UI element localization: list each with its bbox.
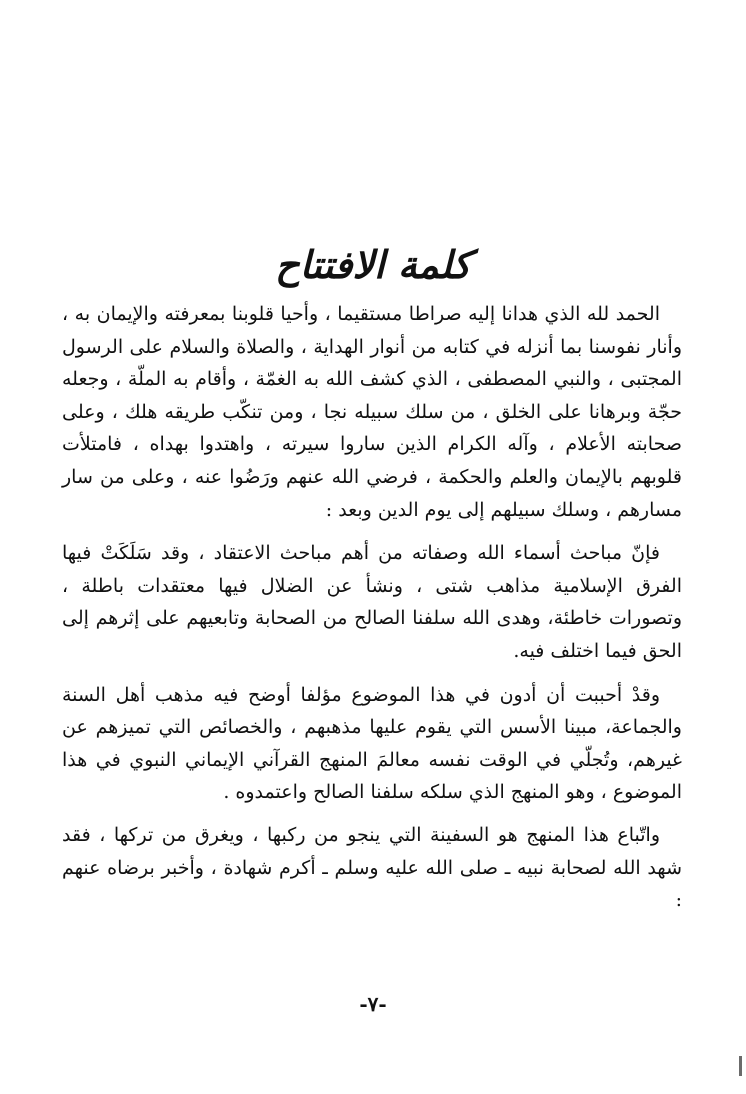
paragraph-4: واتّباع هذا المنهج هو السفينة التي ينجو من ركبها ، ويغرق من تركها ، فقد شهد الله لصحابة نبيه ـ صلى الله عليه وسلم ـ أكرم شهادة ، وأخبر برضاه عنهم : xyxy=(62,823,682,912)
paragraph-1: الحمد لله الذي هدانا إليه صراطا مستقيما ، وأحيا قلوبنا بمعرفته والإيمان به ، وأنار نفوسنا بما أنزله في كتابه من أنوار الهداية ، والصلاة والسلام على الرسول المجتبى ، والنبي المصطفى ، الذي كشف الله به الغمّة ، وأقام به الملّة ، وجعله حجّة وبرهانا على الخلق ، من سلك سبيله نجا ، ومن تنكّب طريقه هلك ، وعلى صحابته الأعلام ، وآله الكرام الذين ساروا سيرته ، واهتدوا بهداه ، فامتلأت قلوبهم بالإيمان والعلم والحكمة ، فرضي الله عنهم ورَضُوا عنه ، وعلى من سار مسارهم ، وسلك سبيلهم إلى يوم الدين وبعد : xyxy=(62,303,682,521)
scan-edge-mark xyxy=(739,1056,742,1076)
paragraph-3: وقدْ أحببت أن أدون في هذا الموضوع مؤلفا أوضح فيه مذهب أهل السنة والجماعة، مبينا الأسس التي يقوم عليها مذهبهم ، والخصائص التي تميزهم عن غيرهم، وتُجلّي في الوقت نفسه معالمَ المنهج القرآني الإيماني النبوي في هذا الموضوع ، وهو المنهج الذي سلكه سلفنا الصالح واعتمدوه . xyxy=(62,683,682,804)
paragraph-2: فإنّ مباحث أسماء الله وصفاته من أهم مباحث الاعتقاد ، وقد سَلَكَتْ فيها الفرق الإسلامية مذاهب شتى ، ونشأ عن الضلال فيها معتقدات باطلة ، وتصورات خاطئة، وهدى الله سلفنا الصالح من الصحابة وتابعيهم على إثرهم إلى الحق فيما اختلف فيه. xyxy=(62,542,682,662)
body-text xyxy=(62,298,682,917)
page-number: -٧- xyxy=(359,992,387,1016)
page-title: كلمة الافتتاح xyxy=(275,242,471,287)
